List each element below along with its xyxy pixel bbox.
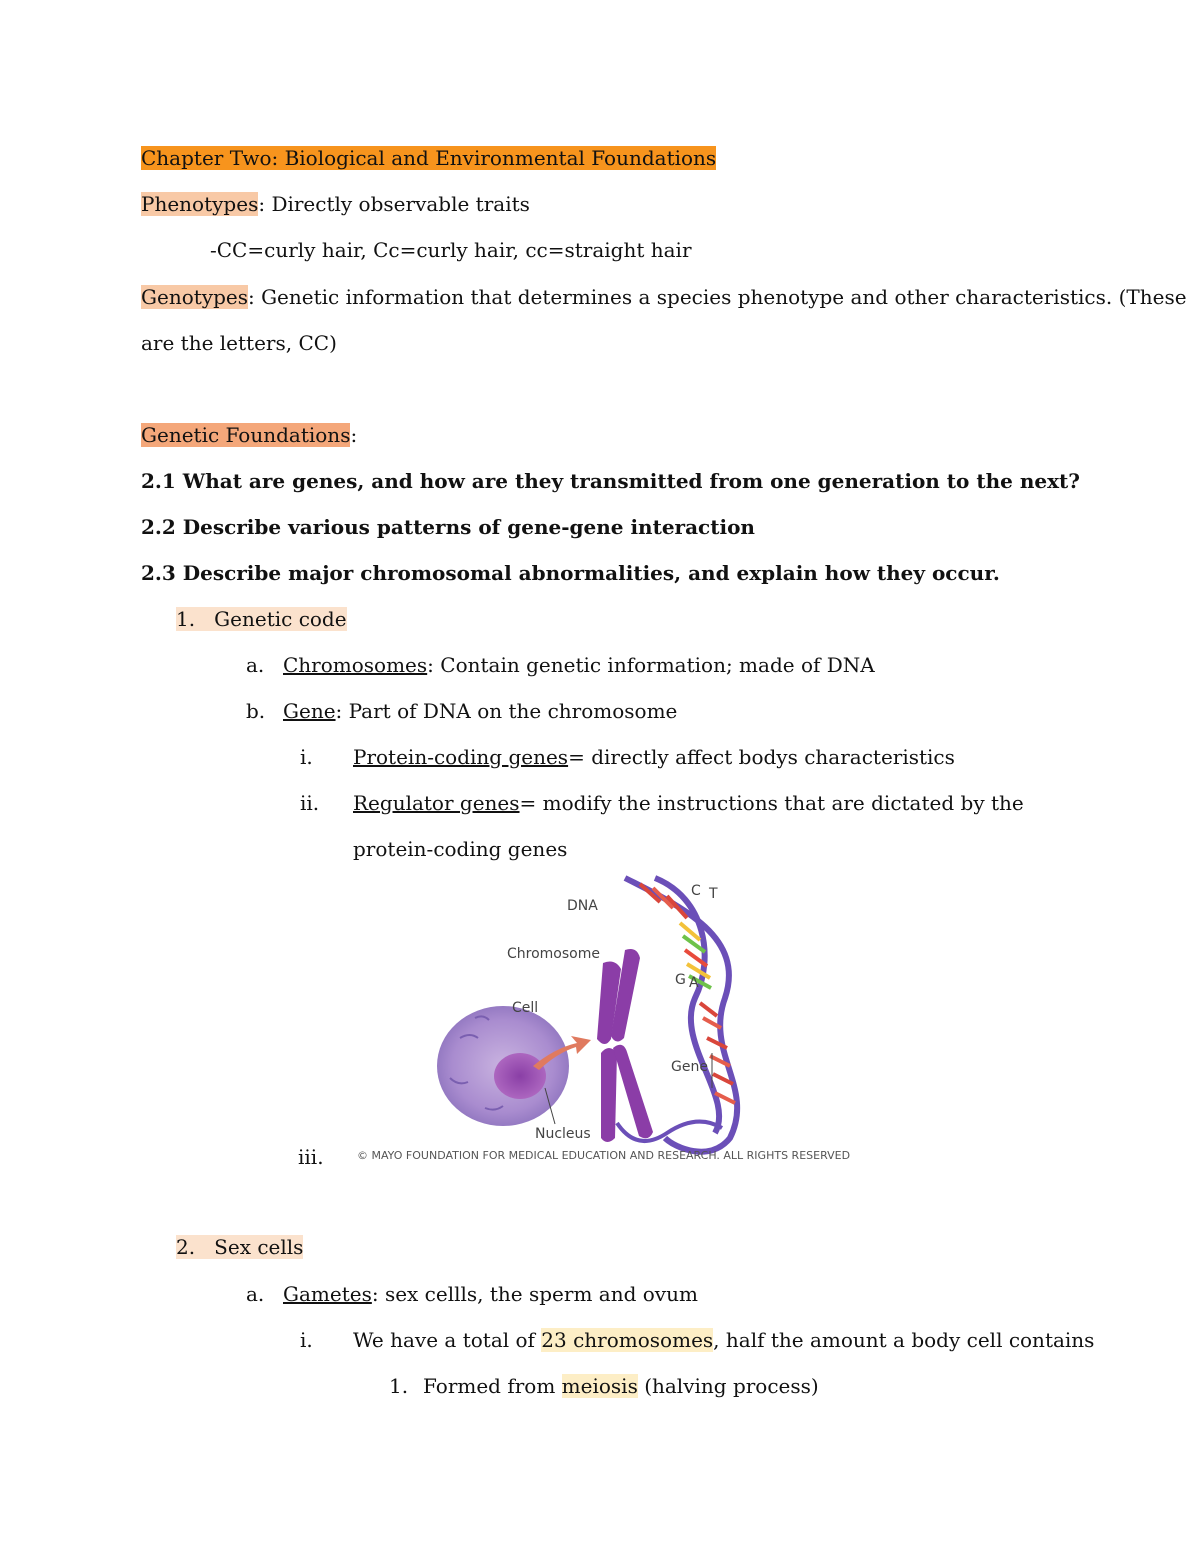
regulator-def: = modify the instructions that are dictated by the [519,791,1024,815]
item-label: Genetic code [214,607,347,631]
genotypes-definition-cont: are the letters, CC) [141,331,337,355]
page-title [141,145,716,171]
list-item-chromosomes [246,652,875,678]
genotypes-definition [141,284,1187,310]
question-2-2: 2.2 Describe various patterns of gene-gene interaction [141,515,755,539]
chromosomes-def: : Contain genetic information; made of DNA [427,653,875,677]
dna-label: DNA [567,898,598,914]
list-item-genetic-code [176,606,347,632]
list-marker: i. [300,745,313,769]
base-a-label: A [689,975,699,991]
genotypes-term: Genotypes [141,285,248,309]
section-heading-colon: : [350,423,358,447]
phenotypes-term: Phenotypes [141,192,259,216]
gene-def: : Part of DNA on the chromosome [335,699,678,723]
protein-coding-def: = directly affect bodys characteristics [568,745,955,769]
regulator-term: Regulator genes [353,791,520,815]
list-item-chromosome-count [300,1327,1094,1353]
section-heading-text: Genetic Foundations [141,423,351,447]
figure-caption: © MAYO FOUNDATION FOR MEDICAL EDUCATION AND RESEARCH. ALL RIGHTS RESERVED [357,1149,851,1162]
list-item-regulator [300,790,1024,816]
question-2-3: 2.3 Describe major chromosomal abnormalities, and explain how they occur. [141,561,1000,585]
chromosome-count-highlight: 23 chromosomes [541,1328,714,1352]
list-marker: 1. Genetic code [176,607,347,631]
nucleus-label: Nucleus [535,1126,591,1142]
list-item-figure-marker: iii. [298,1145,324,1169]
title-text: Chapter Two: Biological and Environmental Foundations [141,146,717,170]
gene-label: Gene [671,1059,708,1075]
section-heading [141,422,357,448]
list-marker: i. [300,1328,313,1352]
gametes-term: Gametes [283,1282,372,1306]
list-marker: a. [246,1282,265,1306]
list-item-meiosis [389,1373,819,1399]
list-item-sex-cells [176,1234,303,1260]
chromosomes-term: Chromosomes [283,653,428,677]
gametes-def: : sex cellls, the sperm and ovum [371,1282,698,1306]
meiosis-post: (halving process) [637,1374,819,1398]
list-marker: 2. Sex cells [176,1235,304,1259]
list-marker: 1. [389,1374,409,1398]
chromosome-shape [597,949,653,1142]
meiosis-pre: Formed from [423,1374,562,1398]
phenotypes-definition [141,191,530,217]
meiosis-highlight: meiosis [561,1374,638,1398]
list-marker: b. [246,699,266,723]
regulator-def-cont: protein-coding genes [353,837,568,861]
base-c-label: C [691,883,701,899]
protein-coding-term: Protein-coding genes [353,745,569,769]
dna-chromosome-figure [355,878,851,1163]
list-marker: ii. [300,791,320,815]
list-item-gametes [246,1281,698,1307]
list-item-protein-coding [300,744,955,770]
chromosome-count-post: , half the amount a body cell contains [713,1328,1095,1352]
list-item-gene [246,698,677,724]
question-2-1: 2.1 What are genes, and how are they transmitted from one generation to the next? [141,469,1080,493]
list-marker: a. [246,653,265,677]
nucleus-shape [494,1053,546,1099]
base-t-label: T [709,886,718,902]
genotypes-def: : Genetic information that determines a species phenotype and other characteristics. (These [247,285,1187,309]
genotype-example: -CC=curly hair, Cc=curly hair, cc=straight hair [210,238,692,262]
item-label: Sex cells [214,1235,304,1259]
base-g-label: G [675,972,686,988]
phenotypes-def: : Directly observable traits [258,192,530,216]
cell-label: Cell [512,1000,539,1016]
chromosome-label: Chromosome [507,946,600,962]
chromosome-count-pre: We have a total of [353,1328,542,1352]
dna-illustration [355,878,851,1163]
gene-term: Gene [283,699,336,723]
